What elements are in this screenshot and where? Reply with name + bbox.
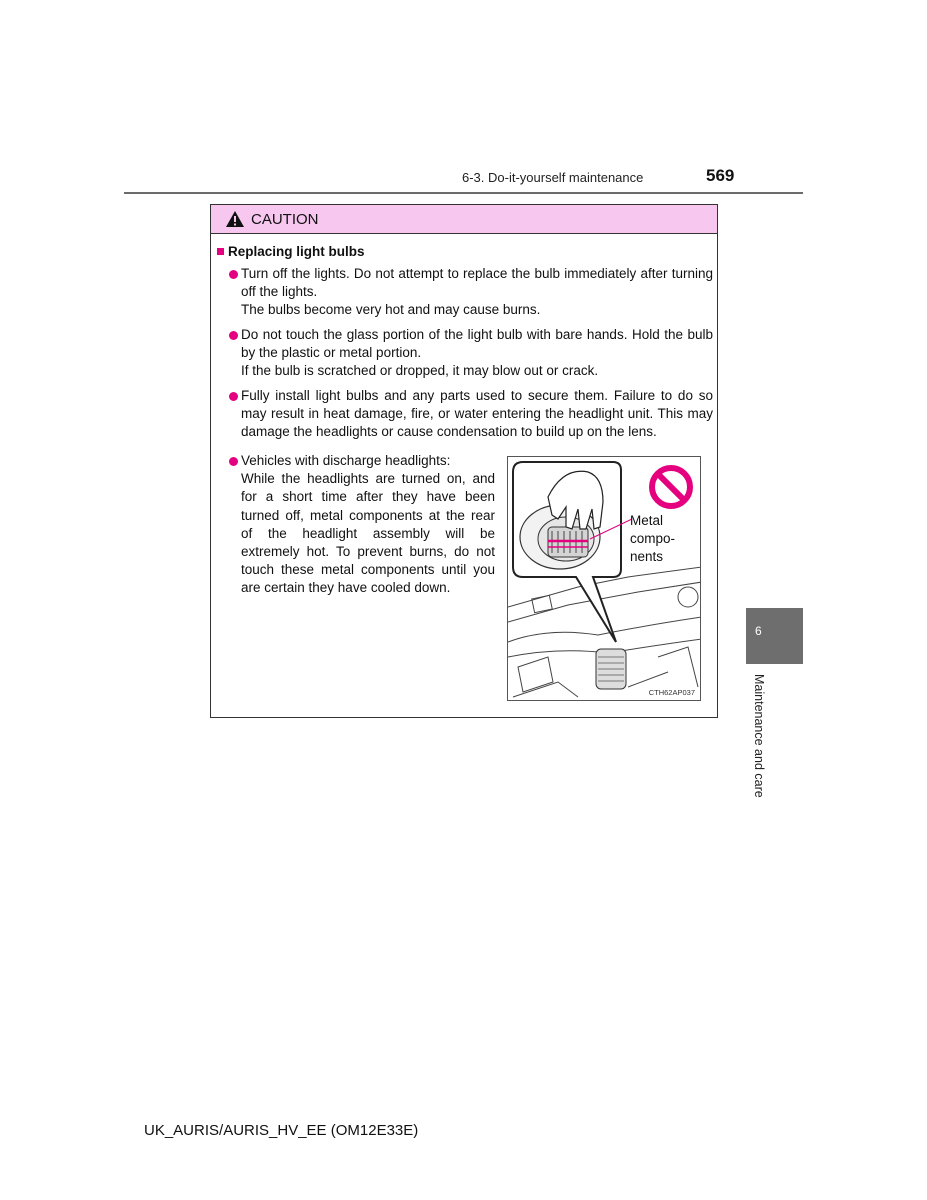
caution-header [211, 205, 717, 234]
bullet-text: The bulbs become very hot and may cause burns. [241, 302, 541, 318]
bullet-dot-icon [229, 392, 238, 401]
bullet-text: Do not touch the glass portion of the light bulb with bare hands. Hold the bulb by the plastic or metal portion. [241, 327, 713, 361]
figure-label: Metal compo- nents [630, 513, 676, 565]
footer-code: UK_AURIS/AURIS_HV_EE (OM12E33E) [144, 1122, 419, 1139]
bullet-dot-icon [229, 270, 238, 279]
bullet-item [229, 452, 495, 598]
bullet-text: Vehicles with discharge headlights: [241, 453, 451, 468]
caution-box [210, 204, 718, 718]
figure-code: CTH62AP037 [648, 688, 695, 697]
section-heading [217, 244, 365, 259]
bullet-item [229, 387, 713, 442]
headlight-figure [507, 456, 701, 701]
header-rule [124, 192, 803, 194]
chapter-side-label: Maintenance and care [752, 674, 766, 798]
bullet-dot-icon [229, 331, 238, 340]
bullet-item [229, 326, 713, 381]
chapter-tab-number: 6 [755, 624, 762, 638]
bullet-text: Fully install light bulbs and any parts used to secure them. Failure to do so may result in heat damage, fire, or water entering the headlight unit. This may damage the headlights or cause condensation to build up on the lens. [241, 388, 713, 440]
bullet-text: Turn off the lights. Do not attempt to replace the bulb immediately after turning off the lights. [241, 266, 713, 300]
bullet-text: While the headlights are turned on, and for a short time after they have been turned off, metal components at the rear of the headlight assembly will be extremely hot. To prevent burns, do not touch these metal components until you are certain they have cooled down. [241, 471, 495, 596]
section-title: 6-3. Do-it-yourself maintenance [462, 170, 644, 185]
caution-label: CAUTION [251, 210, 319, 228]
warning-triangle-icon [225, 210, 245, 228]
bullet-item [229, 265, 713, 320]
square-bullet-icon [217, 248, 224, 255]
bullet-dot-icon [229, 457, 238, 466]
section-heading-text: Replacing light bulbs [228, 244, 365, 259]
prohibition-icon [652, 468, 690, 506]
headlight-illustration [508, 457, 701, 701]
bullet-text: If the bulb is scratched or dropped, it may blow out or crack. [241, 363, 599, 379]
page-number: 569 [706, 166, 735, 185]
